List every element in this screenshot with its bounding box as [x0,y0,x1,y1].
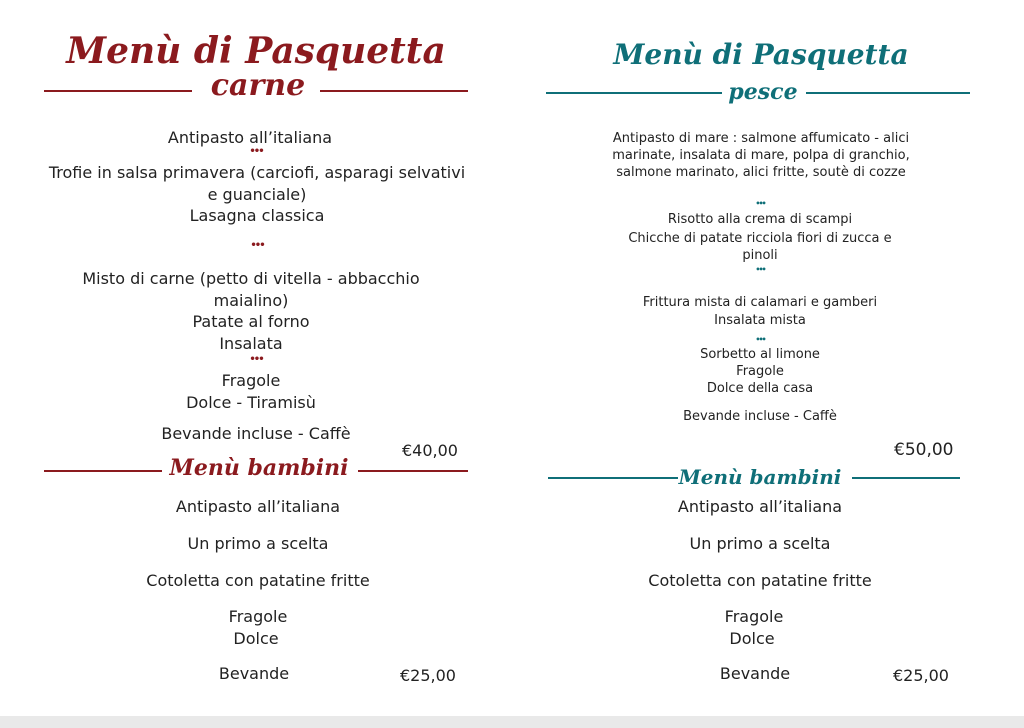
meat-kids-title: Menù bambini [169,455,349,481]
meat-item-bevande: Bevande incluse - Caffè [161,424,351,443]
fish-kids-item-fragole: Fragole [724,607,784,626]
meat-item-trofie: Trofie in salsa primavera (carciofi, asparagi selvativi [48,163,466,182]
fish-item-insalata: Insalata mista [714,313,806,328]
fish-menu-column [512,0,1024,716]
fish-kids-rule-right [852,477,960,479]
meat-menu-column [0,0,512,716]
meat-menu-price: €40,00 [402,441,458,460]
fish-kids-price: €25,00 [893,666,949,685]
meat-menu-title: Menù di Pasquetta [66,30,446,72]
meat-kids-item-fragole: Fragole [228,607,288,626]
fish-item-antipasto-2: marinate, insalata di mare, polpa di granchio, [612,148,910,163]
fish-item-antipasto-3: salmone marinato, alici fritte, soutè di cozze [616,165,906,180]
meat-kids-item-primo: Un primo a scelta [187,534,329,553]
fish-menu-subtitle: pesce [728,79,798,105]
meat-separator: ••• [249,354,263,365]
meat-item-misto-cont: maialino) [213,291,289,310]
meat-item-misto: Misto di carne (petto di vitella - abbacchio [82,269,420,288]
fish-kids-item-cotoletta: Cotoletta con patatine fritte [648,571,872,590]
meat-kids-item-antipasto: Antipasto all’italiana [175,497,341,516]
fish-kids-item-primo: Un primo a scelta [689,534,831,553]
meat-separator: ••• [249,146,263,157]
meat-item-insalata: Insalata [219,334,283,353]
fish-item-antipasto-1: Antipasto di mare : salmone affumicato - alici [612,131,910,146]
meat-item-dolce: Dolce - Tiramisù [186,393,316,412]
meat-kids-item-bevande: Bevande [218,664,290,683]
meat-menu-subtitle: carne [210,68,306,103]
fish-kids-item-dolce: Dolce [729,629,775,648]
meat-kids-price: €25,00 [400,666,456,685]
bottom-bar [0,716,1024,728]
fish-item-fragole: Fragole [736,364,784,379]
meat-item-lasagna: Lasagna classica [189,206,325,225]
fish-item-chicche: Chicche di patate ricciola fiori di zucca e [628,231,892,246]
fish-kids-title: Menù bambini [678,465,842,489]
meat-separator: ••• [250,240,264,251]
fish-item-dolce: Dolce della casa [706,381,814,396]
fish-kids-item-bevande: Bevande [719,664,791,683]
fish-item-frittura: Frittura mista di calamari e gamberi [642,295,878,310]
meat-kids-rule-right [358,470,468,472]
fish-item-bevande: Bevande incluse - Caffè [683,409,837,424]
meat-kids-item-cotoletta: Cotoletta con patatine fritte [146,571,370,590]
fish-kids-item-antipasto: Antipasto all’italiana [677,497,843,516]
meat-item-patate: Patate al forno [192,312,310,331]
fish-item-sorbetto: Sorbetto al limone [700,347,820,362]
fish-separator: ••• [755,335,765,344]
fish-separator: ••• [755,265,765,274]
fish-menu-title: Menù di Pasquetta [613,38,909,71]
fish-menu-price: €50,00 [894,440,954,460]
meat-item-trofie-cont: e guanciale) [207,185,307,204]
fish-item-risotto: Risotto alla crema di scampi [667,212,853,227]
fish-separator: ••• [755,199,765,208]
fish-subtitle-rule-right [806,92,970,94]
meat-item-fragole: Fragole [221,371,281,390]
meat-item-antipasto: Antipasto all’italiana [167,128,333,147]
meat-subtitle-rule-right [320,90,468,92]
meat-kids-item-dolce: Dolce [233,629,279,648]
fish-item-chicche-cont: pinoli [742,248,778,263]
